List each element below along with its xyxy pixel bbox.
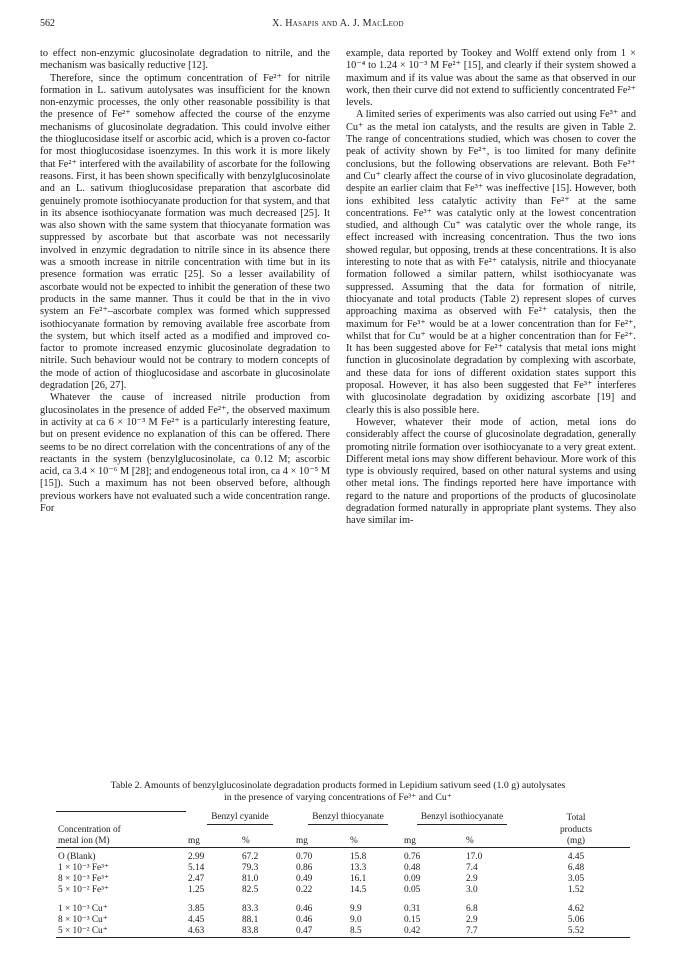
table-body-fe3	[56, 847, 630, 896]
table-row	[56, 915, 630, 926]
header-concentration-line-1: Concentration of	[58, 824, 121, 835]
table-cell: 0.48	[404, 862, 421, 873]
right-column	[346, 48, 636, 528]
table-body-cu	[56, 896, 630, 938]
table-cell: 9.9	[350, 903, 362, 914]
table-cell-total: 4.45	[567, 851, 585, 862]
table-cell: 3.85	[188, 903, 205, 914]
right-paragraph-2: A limited series of experiments was also carried out using Fe³⁺ and Cu⁺ as the metal ion catalysts, and the results are given in Table 2. The range of concentrations studied, which was chosen to cover the peak of activity shown by Fe²⁺, is too limited for many definite conclusions, but the following observations are relevant. Both Fe³⁺ and Cu⁺ clearly affect the course of in vivo glucosinolate degradation, despite an earlier claim that Fe³⁺ was ineffective [15]. However, both ions exhibited less catalytic activity than Fe²⁺ at the same concentrations. Fe³⁺ was catalytic only at the lowest concentration studied, and although Cu⁺ was catalytic over the whole range, its effect increased with increasing concentration. Thus the two ions showed regular, but opposing, trends at these concentrations. It is also interesting to note that as with Fe²⁺ catalysis, nitrile and thiocyanate formation followed a similar pattern, whilst isothiocyanate was suppressed. Assuming that the data for formation of nitrile, thiocyanate and total products (Table 2) represent slopes of curves approaching maxima as observed with Fe²⁺ catalysis, then the maximum for Fe³⁺ would be at a lower concentration than for Fe²⁺, whilst that for Cu⁺ would be at a higher concentration than for Fe²⁺. It has been suggested above for Fe²⁺ catalysis that metal ions might function in glucosinolate degradation by complexing with ascorbate, and these data for ions of different oxidation states support this proposal. However, it has also been suggested that Fe³⁺ interferes with glucosinolate degradation by oxidizing ascorbate [19] and clearly this is also possible here.	[346, 109, 636, 416]
header-total-line-2: products	[559, 824, 593, 835]
table-caption	[40, 780, 636, 804]
table-caption-line-2: in the presence of varying concentrations of Fe³⁺ and Cu⁺	[224, 792, 452, 803]
header-unit-mg: mg	[186, 836, 240, 848]
table-caption-line-1: Table 2. Amounts of benzylglucosinolate degradation products formed in Lepidium sativum seed (1.0 g) autolysates	[110, 780, 566, 791]
table-cell: 4.45	[188, 914, 205, 925]
table-2	[56, 811, 630, 938]
table-cell-concentration: 1 × 10⁻³ Fe³⁺	[58, 862, 109, 873]
header-unit-mg: mg	[294, 836, 348, 848]
table-cell: 0.22	[296, 884, 313, 895]
table-cell: 13.3	[350, 862, 367, 873]
table-cell: 88.1	[242, 914, 259, 925]
table-cell: 16.1	[350, 873, 367, 884]
table-spacer-row	[56, 896, 630, 904]
table-cell-concentration: O (Blank)	[58, 851, 96, 862]
table-cell: 6.8	[466, 903, 478, 914]
table-cell-total: 1.52	[567, 884, 585, 895]
right-paragraph-3: However, whatever their mode of action, metal ions do considerably affect the course of glucosinolate degradation, generally promoting nitrile formation over isothiocyanate to a very great extent. Different metal ions may show different behaviour. More work of this type is obviously required, based on other natural systems and using other metal ions. The findings reported here have importance with regard to the nature and proportions of the products of glucosinolate degradation formed naturally in appropriate plant systems. They also have similar im-	[346, 416, 636, 527]
header-unit-percent: %	[348, 836, 402, 848]
table-cell: 0.15	[404, 914, 421, 925]
table-cell: 81.0	[242, 873, 259, 884]
right-paragraph-1: example, data reported by Tookey and Wolff extend only from 1 × 10⁻⁴ to 1.24 × 10⁻³ M Fe²⁺ [15], and clearly if their system showed a maximum and if its value was about the same as that observed in our work, then their curve did not extend to sufficiently concentrated Fe²⁺ levels.	[346, 48, 636, 109]
table-cell: 14.5	[350, 884, 367, 895]
table-cell: 1.25	[188, 884, 205, 895]
table-row	[56, 926, 630, 938]
running-head: X. Hasapis and A. J. MacLeod	[272, 18, 404, 29]
table-cell: 2.9	[466, 914, 478, 925]
table-cell: 79.3	[242, 862, 259, 873]
table-cell: 82.5	[242, 884, 259, 895]
page-number: 562	[40, 18, 55, 29]
table-cell: 83.8	[240, 926, 294, 938]
table-cell: 17.0	[466, 851, 483, 862]
left-paragraph-2: Therefore, since the optimum concentration of Fe²⁺ for nitrile formation in L. sativum autolysates was insufficient for the known non-enzymic processes, the only other reasonable possibility is that the presence of Fe²⁺ somehow affected the course of the enzyme mechanisms of glucosinolate degradation. This could involve either the thioglucosidase itself or ascorbic acid, which is a proven co-factor for most thioglucosidase isoenzymes. In this work it is more likely that Fe²⁺ interfered with the availability of ascorbate for the following reasons. First, it has been shown specifically with benzylglucosinolate and an L. sativum thioglucosidase preparation that ascorbate did genuinely promote isothiocyanate production for that system, and that in its absence isothiocyanate formation was much decreased [25]. It was also shown with the same system that thiocyanate formation was suppressed by ascorbate but that ascorbate was not necessarily involved in enzymic degradation to nitrile since in its absence there was a smooth increase in nitrile concentration with time but in its presence formation was erratic [25]. So a lesser availability of ascorbate would not be expected to inhibit the generation of these two products in the same manner. Thus it could be that in the in vivo system an Fe²⁺–ascorbate complex was formed which suppressed isothiocyanate formation by removing available free ascorbate from the system, but which itself acted as a modified and improved co-factor to promote increased enzymic glucosinolate degradation to nitrile. Such behaviour would not be contrary to modern concepts of the mode of action of thioglucosidase and ascorbate in glucosinolate degradation [26, 27].	[40, 72, 330, 392]
table-cell: 2.47	[188, 873, 205, 884]
table-cell: 0.46	[296, 903, 313, 914]
table-cell: 0.09	[404, 873, 421, 884]
table-cell-total: 5.06	[567, 914, 585, 925]
table-row	[56, 904, 630, 915]
table-cell: 4.63	[186, 926, 240, 938]
table-cell: 67.2	[242, 851, 259, 862]
header-total-line-1: Total	[566, 812, 586, 823]
table-cell: 0.49	[296, 873, 313, 884]
table-header-row-2	[56, 825, 630, 836]
table-cell-concentration: 5 × 10⁻² Fe³⁺	[58, 884, 109, 895]
header-concentration-line-2: metal ion (M)	[56, 836, 186, 848]
table-cell: 8.5	[348, 926, 402, 938]
header-benzyl-cyanide: Benzyl cyanide	[186, 812, 294, 825]
table-cell: 0.05	[404, 884, 421, 895]
table-cell: 5.14	[188, 862, 205, 873]
table-cell: 0.47	[294, 926, 348, 938]
table-cell-total: 5.52	[522, 926, 630, 938]
data-table	[56, 811, 630, 938]
table-cell: 0.86	[296, 862, 313, 873]
table-cell: 2.99	[188, 851, 205, 862]
table-cell: 0.76	[404, 851, 421, 862]
left-paragraph-3: Whatever the cause of increased nitrile production from glucosinolates in the presence of added Fe²⁺, the observed maximum in activity at ca 6 × 10⁻³ M Fe²⁺ is a particularly interesting feature, but on present evidence no explanation of this can be offered. There seems to be no direct correlation with the concentrations of any of the reactants in the system (benzylglucosinolate, ca 0.12 M; ascorbic acid, ca 3.4 × 10⁻⁶ M [28]; and endogeneous total iron, ca 4 × 10⁻⁵ M [15]). Such a maximum has not been observed before, although previous workers have not evaluated such a wide concentration range. For	[40, 392, 330, 514]
table-cell: 83.3	[242, 903, 259, 914]
header-unit-percent: %	[240, 836, 294, 848]
table-row	[56, 852, 630, 863]
table-cell-total: 6.48	[567, 862, 585, 873]
table-header-row-3	[56, 836, 630, 848]
header-benzyl-isothiocyanate: Benzyl isothiocyanate	[402, 812, 522, 825]
table-row	[56, 874, 630, 885]
table-cell: 0.31	[404, 903, 421, 914]
header-total-line-3: (mg)	[522, 836, 630, 848]
left-column	[40, 48, 330, 515]
table-cell-concentration: 8 × 10⁻³ Fe³⁺	[58, 873, 109, 884]
header-benzyl-thiocyanate: Benzyl thiocyanate	[294, 812, 402, 825]
table-cell: 3.0	[466, 884, 478, 895]
table-cell: 7.4	[466, 862, 478, 873]
table-cell: 7.7	[464, 926, 522, 938]
table-cell: 9.0	[350, 914, 362, 925]
table-cell: 0.46	[296, 914, 313, 925]
table-cell-concentration: 8 × 10⁻³ Cu⁺	[58, 914, 108, 925]
header-unit-mg: mg	[402, 836, 464, 848]
table-cell: 0.42	[402, 926, 464, 938]
left-paragraph-1: to effect non-enzymic glucosinolate degradation to nitrile, and the mechanism was basically reductive [12].	[40, 48, 330, 72]
table-cell: 2.9	[466, 873, 478, 884]
table-cell: 0.70	[296, 851, 313, 862]
table-row	[56, 863, 630, 874]
page-header	[40, 18, 636, 34]
table-cell-concentration: 1 × 10⁻³ Cu⁺	[58, 903, 108, 914]
header-unit-percent: %	[464, 836, 522, 848]
table-cell-concentration: 5 × 10⁻² Cu⁺	[56, 926, 186, 938]
table-cell-total: 3.05	[567, 873, 585, 884]
table-cell-total: 4.62	[567, 903, 585, 914]
table-header-row-1	[56, 812, 630, 825]
table-row	[56, 885, 630, 896]
table-cell: 15.8	[350, 851, 367, 862]
